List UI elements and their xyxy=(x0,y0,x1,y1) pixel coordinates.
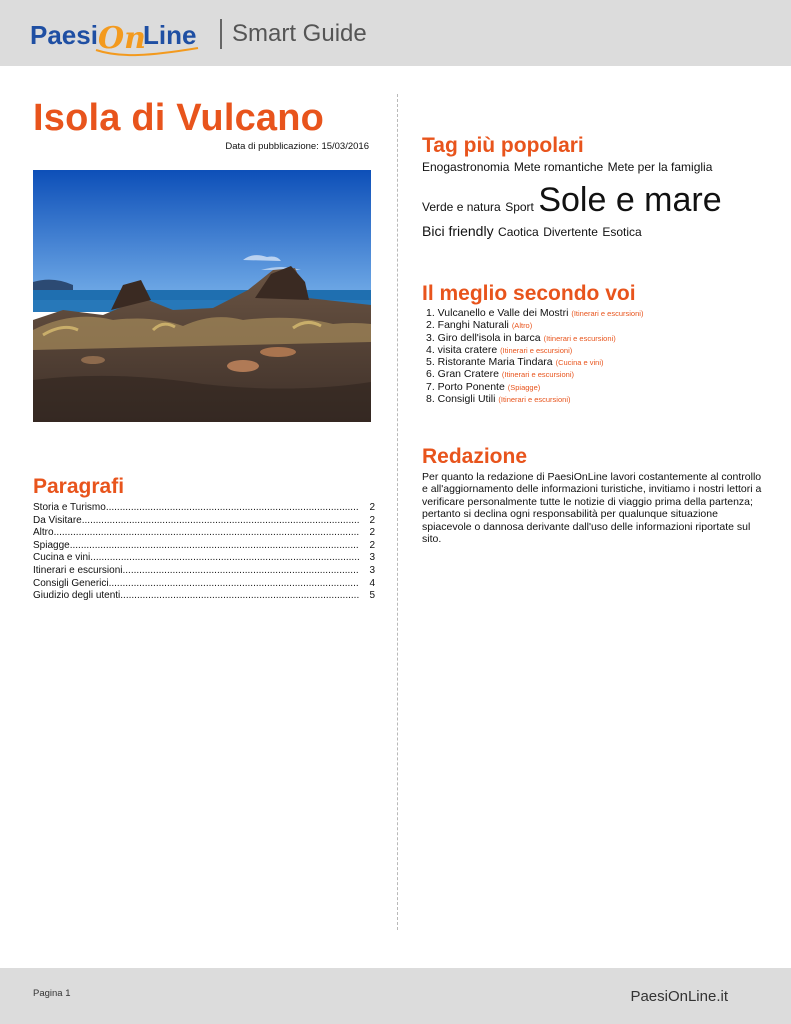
toc-page: 5 xyxy=(369,590,375,602)
toc-row[interactable] xyxy=(33,590,375,603)
toc-page: 2 xyxy=(369,527,375,539)
page-header xyxy=(0,0,791,66)
list-item[interactable] xyxy=(426,356,643,368)
item-category: (Spiagge) xyxy=(507,382,541,392)
item-name: 7. Porto Ponente xyxy=(426,380,505,393)
item-name: 1. Vulcanello e Valle dei Mostri xyxy=(426,307,569,319)
publication-date: Data di pubblicazione: 15/03/2016 xyxy=(225,141,369,152)
toc-leader xyxy=(120,590,359,603)
list-item[interactable] xyxy=(426,393,643,405)
toc-leader xyxy=(106,502,359,515)
toc-row[interactable] xyxy=(33,515,375,528)
tag-link[interactable]: Esotica xyxy=(602,225,642,239)
header-divider xyxy=(220,19,222,49)
tag-link[interactable]: Verde e natura xyxy=(422,200,501,214)
toc-leader xyxy=(109,578,359,591)
toc-label: Storia e Turismo xyxy=(33,502,106,513)
page-title: Isola di Vulcano xyxy=(33,97,325,139)
toc-label: Consigli Generici xyxy=(33,577,109,589)
item-name: 4. visita cratere xyxy=(426,343,498,356)
toc-leader xyxy=(90,552,359,565)
tag-link[interactable]: Mete per la famiglia xyxy=(607,160,713,174)
list-item[interactable] xyxy=(426,319,643,331)
item-category: (Itinerari e escursioni) xyxy=(571,309,644,318)
toc-leader xyxy=(54,527,359,540)
best-list xyxy=(426,307,643,405)
table-of-contents xyxy=(33,502,375,603)
toc-leader xyxy=(82,515,359,528)
item-category: (Itinerari e escursioni) xyxy=(501,370,574,380)
item-name: 5. Ristorante Maria Tindara xyxy=(426,356,553,369)
toc-page: 4 xyxy=(369,577,375,589)
list-item[interactable] xyxy=(426,344,643,356)
page-footer xyxy=(0,968,791,1024)
tag-cloud-line-3 xyxy=(422,222,762,241)
toc-leader xyxy=(70,540,359,553)
svg-text:On: On xyxy=(98,21,146,56)
tag-link[interactable]: Divertente xyxy=(543,225,598,239)
item-category: (Itinerari e escursioni) xyxy=(500,345,573,355)
footer-site-link[interactable]: PaesiOnLine.it xyxy=(630,988,728,1005)
svg-text:Paesi: Paesi xyxy=(30,20,98,50)
tag-cloud-line-2 xyxy=(422,180,762,227)
item-name: 8. Consigli Utili xyxy=(426,393,496,406)
vulcano-photo xyxy=(33,170,371,422)
paragrafi-heading: Paragrafi xyxy=(33,475,125,498)
toc-page: 3 xyxy=(369,564,375,576)
item-name: 6. Gran Cratere xyxy=(426,368,499,381)
item-category: (Itinerari e escursioni) xyxy=(543,333,616,343)
toc-row[interactable] xyxy=(33,527,375,540)
toc-label: Altro xyxy=(33,527,54,539)
column-divider xyxy=(397,94,398,930)
redazione-text: Per quanto la redazione di PaesiOnLine lavori costantemente al controllo e all'aggiornamento delle informazioni turistiche, invitiamo i nostri lettori a verificare personalmente tutte le notizie di viaggio prima della partenza; pertanto si declina ogni responsabilità per qualunque situazione spiacevole o dannosa derivante dall'uso delle informazioni riportate sul sito. xyxy=(422,471,762,546)
item-category: (Itinerari e escursioni) xyxy=(498,395,571,405)
toc-label: Itinerari e escursioni xyxy=(33,564,123,576)
list-item[interactable] xyxy=(426,381,643,393)
tag-link[interactable]: Bici friendly xyxy=(422,223,494,239)
redazione-heading: Redazione xyxy=(422,445,528,468)
item-name: 3. Giro dell'isola in barca xyxy=(426,331,541,344)
tag-link[interactable]: Caotica xyxy=(498,225,539,239)
header-title: Smart Guide xyxy=(232,20,367,47)
toc-page: 2 xyxy=(369,539,375,551)
list-item[interactable] xyxy=(426,368,643,380)
toc-label: Giudizio degli utenti xyxy=(33,590,121,602)
page-number: Pagina 1 xyxy=(33,988,71,999)
best-heading: Il meglio secondo voi xyxy=(422,282,636,305)
toc-label: Cucina e vini xyxy=(33,552,91,564)
toc-page: 2 xyxy=(369,502,375,513)
toc-label: Spiagge xyxy=(33,539,70,551)
tag-link[interactable]: Mete romantiche xyxy=(513,160,604,174)
list-item[interactable] xyxy=(426,307,643,319)
toc-leader xyxy=(122,565,359,578)
tag-link[interactable]: Enogastronomia xyxy=(422,160,510,174)
toc-row[interactable] xyxy=(33,578,375,591)
item-name: 2. Fanghi Naturali xyxy=(426,319,509,332)
svg-text:Line: Line xyxy=(143,20,197,50)
toc-page: 2 xyxy=(369,514,375,526)
tags-heading: Tag più popolari xyxy=(422,134,584,157)
toc-row[interactable] xyxy=(33,502,375,515)
toc-row[interactable] xyxy=(33,540,375,553)
paesionline-logo xyxy=(30,12,202,60)
tag-cloud-line-1 xyxy=(422,159,762,175)
tag-link[interactable]: Sport xyxy=(505,200,534,214)
toc-label: Da Visitare xyxy=(33,514,82,526)
item-category: (Altro) xyxy=(511,321,533,331)
toc-page: 3 xyxy=(369,552,375,564)
list-item[interactable] xyxy=(426,332,643,344)
tag-link-featured[interactable]: Sole e mare xyxy=(538,181,722,219)
toc-row[interactable] xyxy=(33,552,375,565)
toc-row[interactable] xyxy=(33,565,375,578)
item-category: (Cucina e vini) xyxy=(555,358,604,368)
